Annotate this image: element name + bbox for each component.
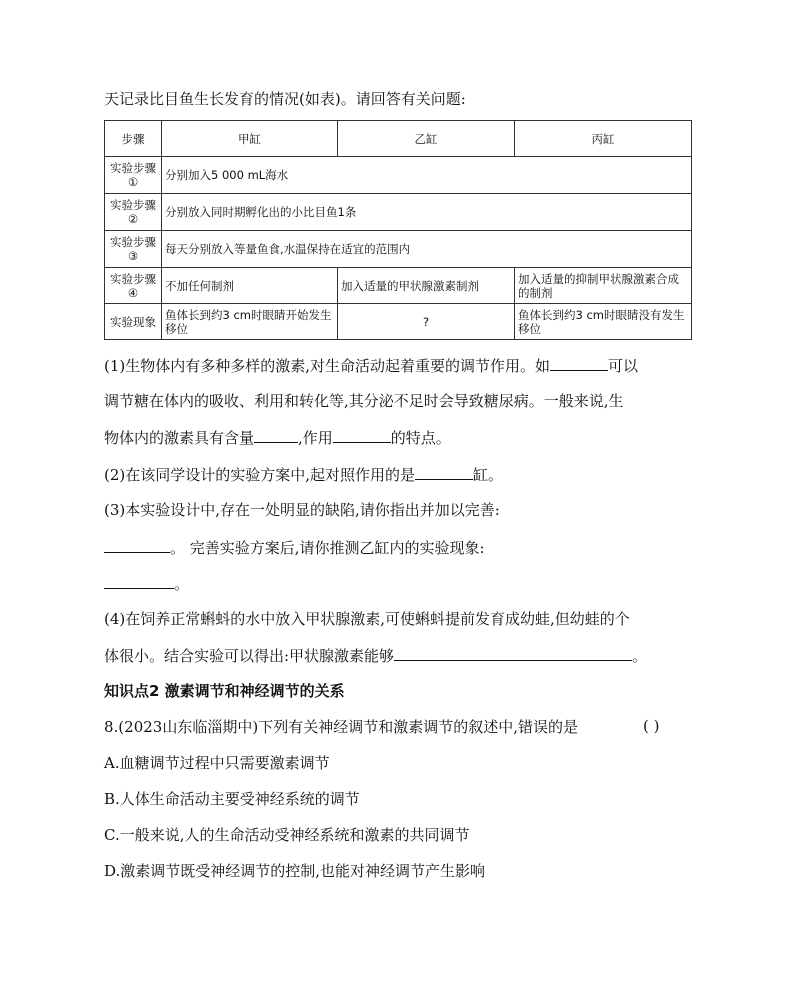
q3-line3: 。	[104, 573, 189, 594]
q1-line2: 调节糖在体内的吸收、利用和转化等,其分泌不足时会导致糖尿病。一般来说,生	[104, 392, 624, 410]
answer-parenthesis[interactable]: ( )	[643, 717, 660, 735]
answer-blank[interactable]	[104, 573, 174, 589]
row-label: 实验现象	[105, 304, 162, 340]
table-row	[105, 194, 692, 231]
header-bing: 丙缸	[515, 121, 692, 157]
row-label: 实验步骤①	[105, 157, 162, 194]
row-content: 分别放入同时期孵化出的小比目鱼1条	[162, 194, 692, 231]
table-row	[105, 268, 692, 304]
header-step: 步骤	[105, 121, 162, 157]
q8-stem: 8.(2023山东临淄期中)下列有关神经调节和激素调节的叙述中,错误的是	[104, 718, 578, 736]
intro-text: 天记录比目鱼生长发育的情况(如表)。请回答有关问题:	[104, 90, 466, 108]
table-row	[105, 304, 692, 340]
cell-yi: 加入适量的甲状腺激素制剂	[338, 268, 515, 304]
q2-line: (2)在该同学设计的实验方案中,起对照作用的是 缸。	[104, 466, 504, 484]
row-label: 实验步骤④	[105, 268, 162, 304]
q1-line3: 物体内的激素具有含量 ,作用 的特点。	[104, 429, 451, 447]
answer-blank[interactable]	[394, 645, 632, 661]
row-content: 每天分别放入等量鱼食,水温保持在适宜的范围内	[162, 231, 692, 268]
option-b[interactable]: B.人体生命活动主要受神经系统的调节	[104, 790, 360, 808]
cell-jia: 鱼体长到约3 cm时眼睛开始发生移位	[162, 304, 338, 340]
cell-bing: 鱼体长到约3 cm时眼睛没有发生移位	[515, 304, 692, 340]
table-header-row	[105, 121, 692, 157]
answer-blank[interactable]	[415, 464, 473, 480]
q1-line1: (1)生物体内有多种多样的激素,对生命活动起着重要的调节作用。如 可以	[104, 357, 639, 375]
experiment-table	[104, 120, 692, 340]
cell-bing: 加入适量的抑制甲状腺激素合成的制剂	[515, 268, 692, 304]
answer-blank[interactable]	[333, 427, 391, 443]
section-heading: 知识点2 激素调节和神经调节的关系	[104, 682, 345, 700]
cell-jia: 不加任何制剂	[162, 268, 338, 304]
cell-yi: ?	[338, 304, 515, 340]
header-yi: 乙缸	[338, 121, 515, 157]
row-label: 实验步骤③	[105, 231, 162, 268]
q4-line1: (4)在饲养正常蝌蚪的水中放入甲状腺激素,可使蝌蚪提前发育成幼蛙,但幼蛙的个	[104, 610, 630, 628]
option-a[interactable]: A.血糖调节过程中只需要激素调节	[104, 754, 330, 772]
q4-line2: 体很小。结合实验可以得出:甲状腺激素能够 。	[104, 647, 648, 665]
row-content: 分别加入5 000 mL海水	[162, 157, 692, 194]
q3-line1: (3)本实验设计中,存在一处明显的缺陷,请你指出并加以完善:	[104, 501, 500, 519]
option-d[interactable]: D.激素调节既受神经调节的控制,也能对神经调节产生影响	[104, 862, 486, 880]
answer-blank[interactable]	[550, 355, 608, 371]
table-row	[105, 157, 692, 194]
row-label: 实验步骤②	[105, 194, 162, 231]
q3-line2: 。 完善实验方案后,请你推测乙缸内的实验现象:	[104, 537, 485, 558]
answer-blank[interactable]	[104, 537, 170, 553]
answer-blank[interactable]	[254, 427, 298, 443]
table-row	[105, 231, 692, 268]
header-jia: 甲缸	[162, 121, 338, 157]
option-c[interactable]: C.一般来说,人的生命活动受神经系统和激素的共同调节	[104, 826, 470, 844]
